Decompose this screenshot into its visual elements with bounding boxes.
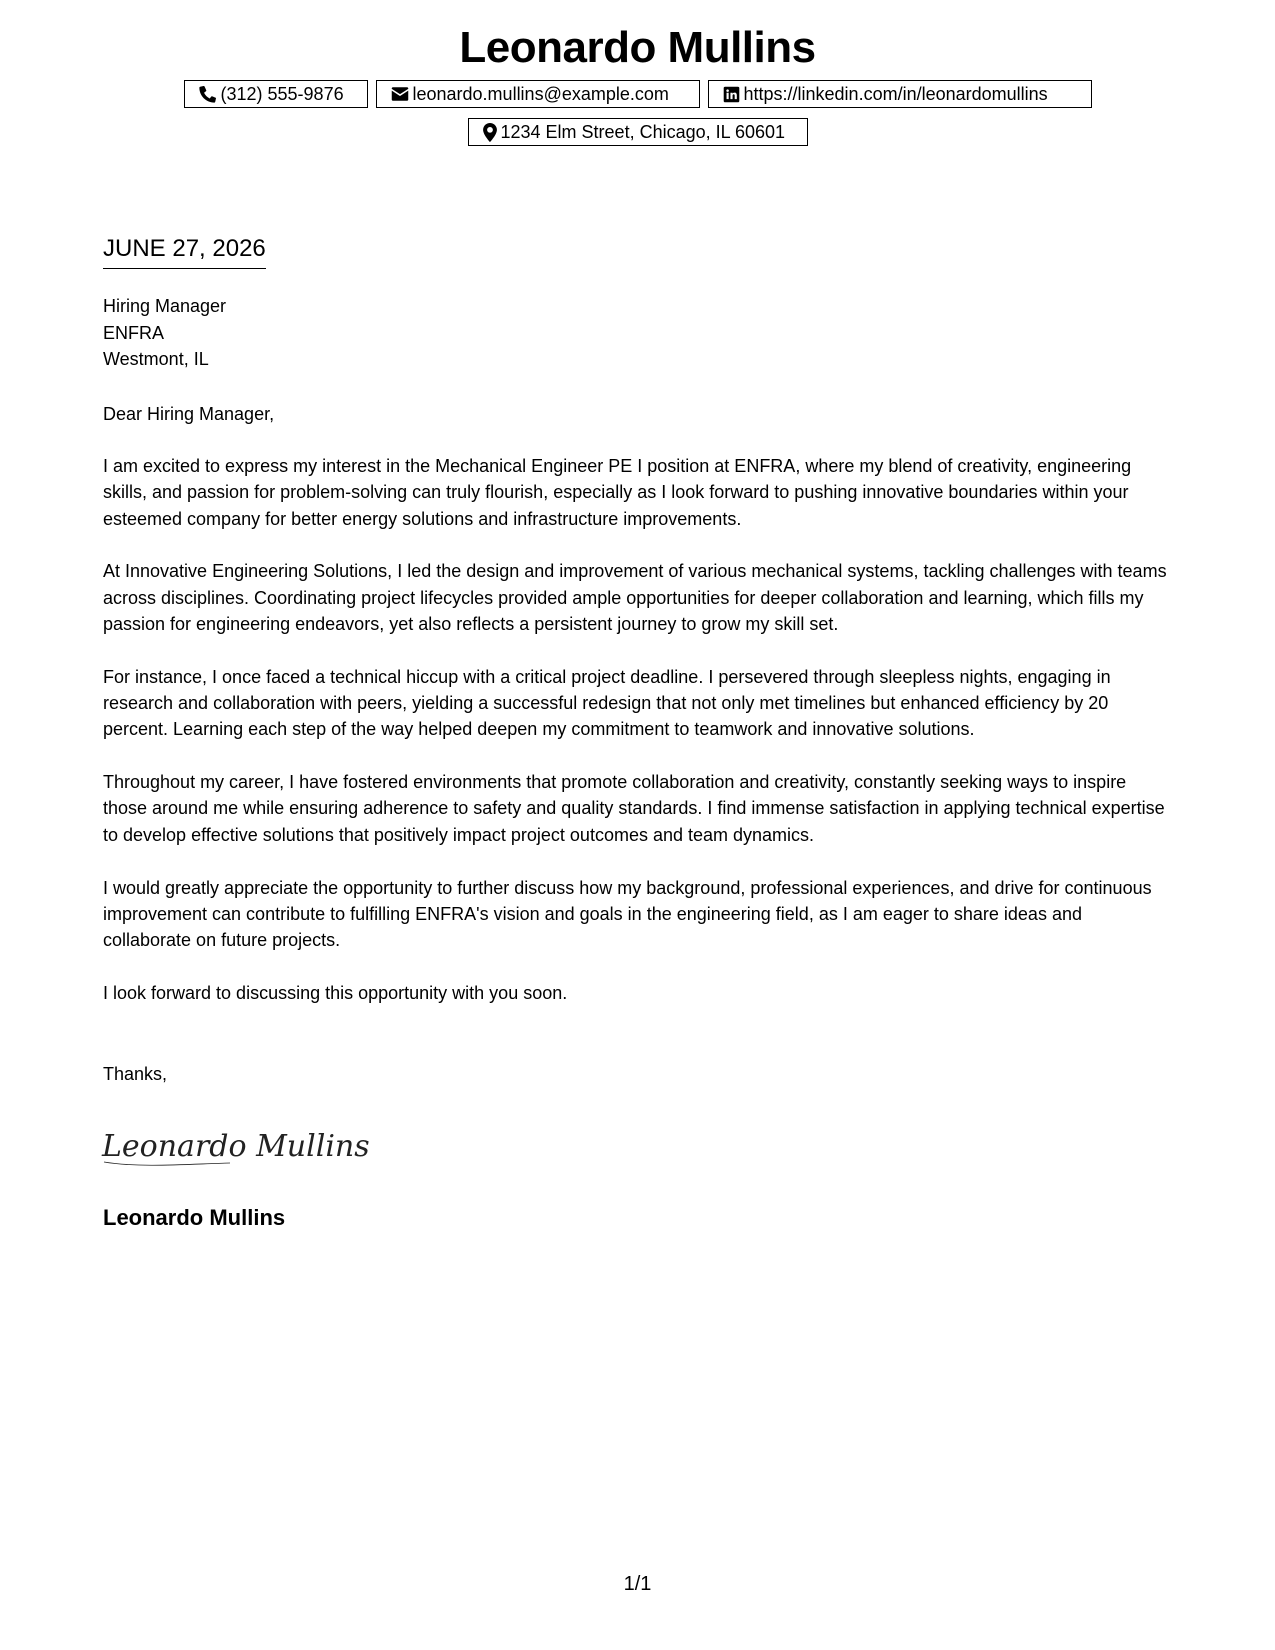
page-number: 1/1 [623,1573,652,1595]
recipient-title: Hiring Manager [103,296,227,316]
envelope-icon [391,86,409,102]
linkedin-icon [723,86,740,103]
letter-date: JUNE 27, 2026 [103,234,266,269]
phone-text: (312) 555-9876 [220,83,344,104]
body-paragraph: I would greatly appreciate the opportunity to further discuss how my background, professional experiences, and drive for continuous improvement can contribute to fulfilling ENFRA's vision and goals in the engineering field, as I am eager to share ideas and collaborate on future projects. [103,877,1152,951]
letter-body [103,453,1175,1033]
linkedin-text: https://linkedin.com/in/leonardomullins [743,83,1048,104]
recipient-location: Westmont, IL [103,349,209,369]
phone-icon [199,85,217,103]
handwritten-signature [100,1122,370,1175]
body-paragraph: For instance, I once faced a technical hiccup with a critical project deadline. I persevered through sleepless nights, engaging in research and collaboration with peers, yielding a successful redesign that not only met timelines but enhanced efficiency by 20 percent. Learning each step of the way helped deepen my commitment to teamwork and innovative solutions. [103,666,1111,740]
signer-name: Leonardo Mullins [103,1205,286,1230]
contact-row-secondary [0,118,1275,146]
address-contact [468,118,808,146]
phone-contact[interactable] [184,80,368,108]
email-contact[interactable] [376,80,700,108]
linkedin-contact[interactable] [708,80,1092,108]
applicant-name-heading: Leonardo Mullins [459,23,816,72]
map-marker-icon [483,123,497,142]
recipient-company: ENFRA [103,322,165,343]
body-paragraph: I am excited to express my interest in the Mechanical Engineer PE I position at ENFRA, where my blend of creativity, engineering skills, and passion for problem-solving can truly flourish, especially as I look forward to pushing innovative boundaries within your esteemed company for better energy solutions and infrastructure improvements. [103,456,1132,529]
recipient-block [103,293,226,373]
closing: Thanks, [103,1064,168,1084]
body-paragraph: I look forward to discussing this opportunity with you soon. [103,982,568,1003]
signature-script: Leonardo Mullins [102,1129,370,1164]
address-text: 1234 Elm Street, Chicago, IL 60601 [500,121,786,142]
salutation: Dear Hiring Manager, [103,404,275,424]
body-paragraph: At Innovative Engineering Solutions, I led the design and improvement of various mechanical systems, tackling challenges with teams across disciplines. Coordinating project lifecycles provided ample opportunities for deeper collaboration and learning, which fills my passion for engineering endeavors, yet also reflects a persistent journey to grow my skill set. [103,561,1167,634]
contact-row-primary [0,80,1275,108]
body-paragraph: Throughout my career, I have fostered environments that promote collaboration and creativity, constantly seeking ways to inspire those around me while ensuring adherence to safety and quality standards. I find immense satisfaction in applying technical expertise to develop effective solutions that positively impact project outcomes and team dynamics. [103,772,1165,845]
email-text: leonardo.mullins@example.com [412,83,669,104]
